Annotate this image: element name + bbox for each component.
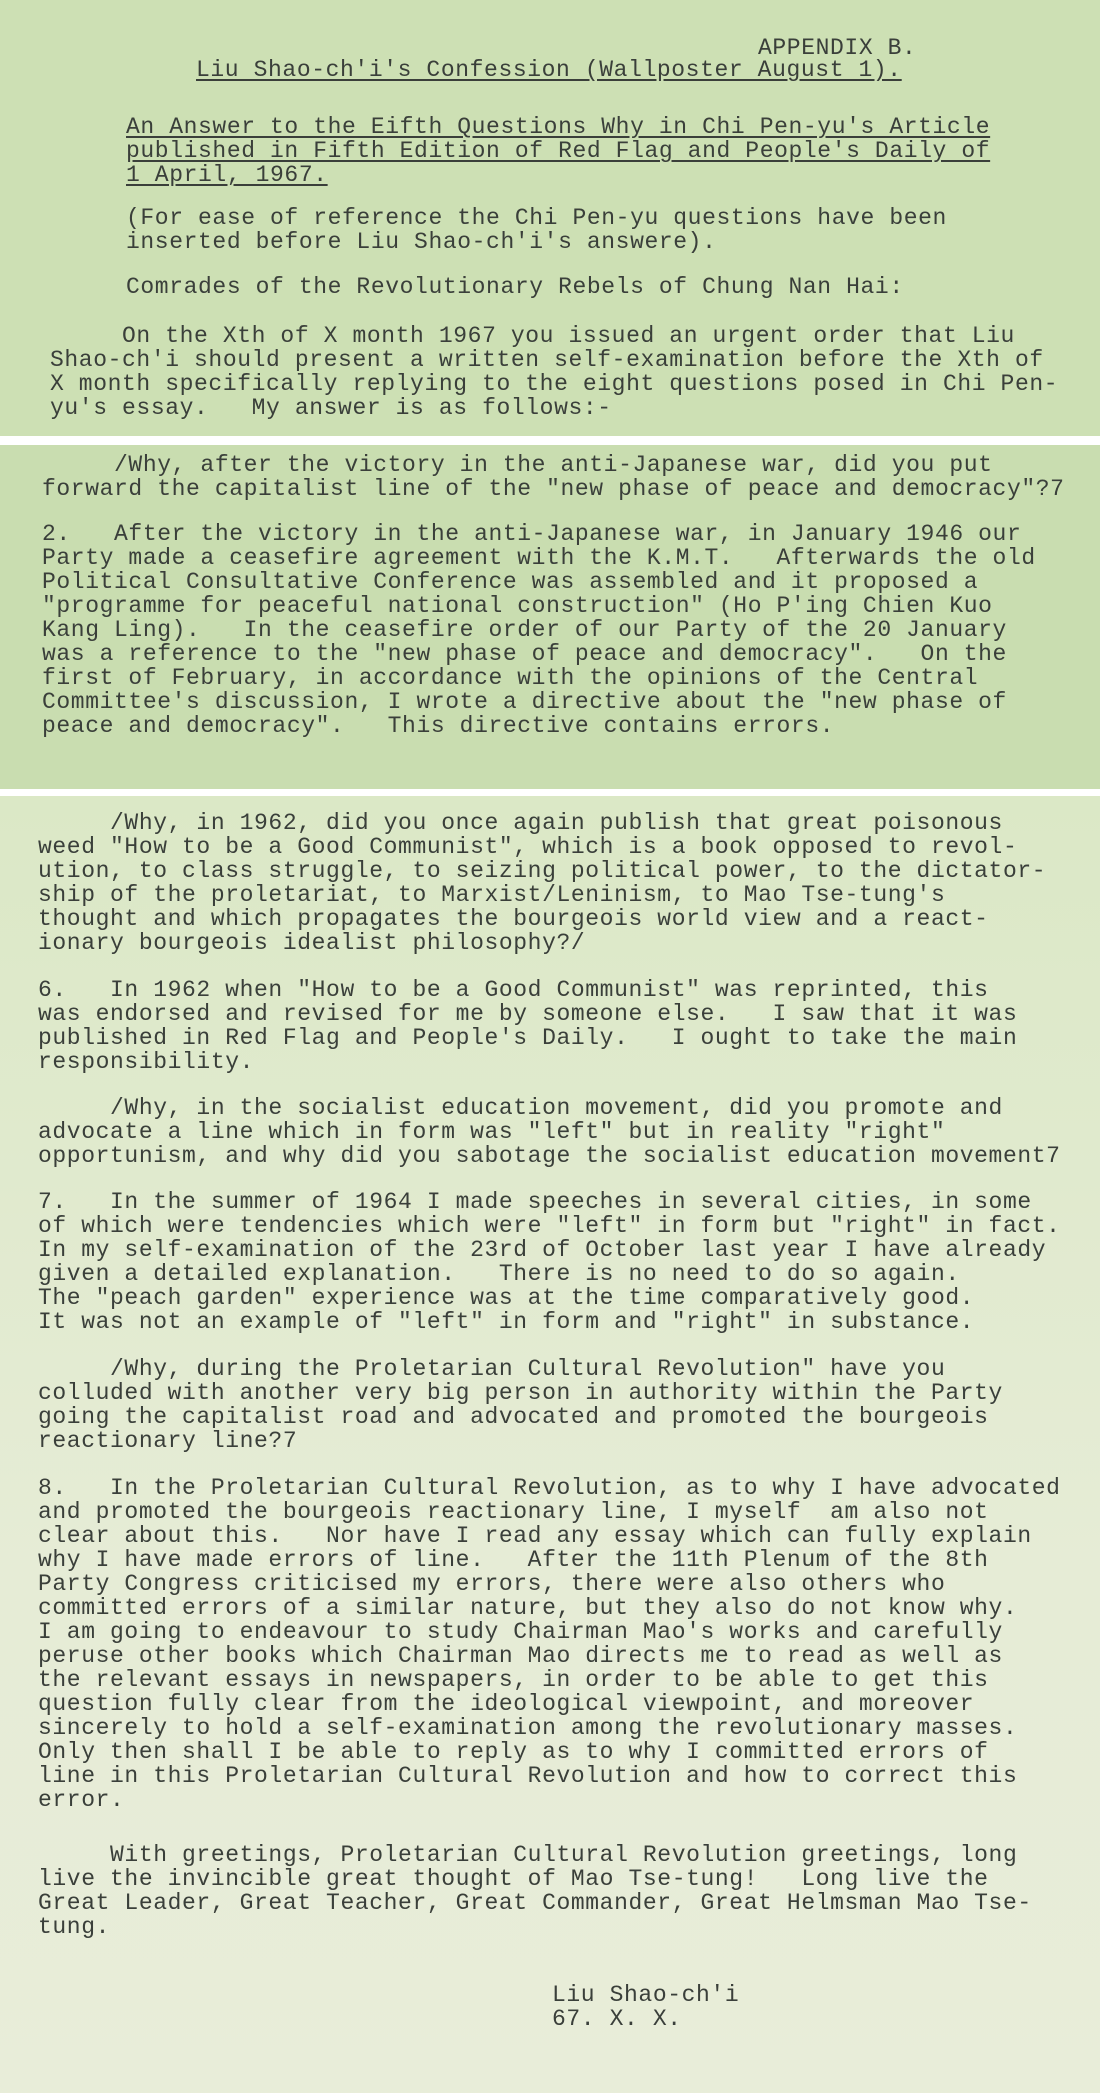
closing-line: live the invincible great thought of Mao Tse-tung! Long live the [38,1866,989,1892]
answer-line: question fully clear from the ideological viewpoint, and moreover [38,1691,975,1717]
answer-line: 6. In 1962 when "How to be a Good Communist" was reprinted, this [38,977,989,1003]
answer-line: The "peach garden" experience was at the time comparatively good. [38,1285,975,1311]
answer-line: In my self-examination of the 23rd of October last year I have already [38,1237,1047,1263]
answer-line: clear about this. Nor have I read any essay which can fully explain [38,1523,1032,1549]
answer-line: the relevant essays in newspapers, in order to be able to get this [38,1667,989,1693]
answer-line: committed errors of a similar nature, but they also do not know why. [38,1595,1018,1621]
answer-line: and promoted the bourgeois reactionary line, I myself am also not [38,1499,989,1525]
question-line: forward the capitalist line of the "new phase of peace and democracy"?7 [42,476,1065,502]
answer-line: Party Congress criticised my errors, there were also others who [38,1571,946,1597]
question-line: going the capitalist road and advocated and promoted the bourgeois [38,1404,989,1430]
answer-line: 8. In the Proletarian Cultural Revolution, as to why I have advocated [38,1475,1061,1501]
answer-line: responsibility. [38,1049,255,1075]
signature-date: 67. X. X. [552,2006,682,2032]
page-strip-2 [0,445,1100,789]
answer-line: of which were tendencies which were "left" in form but "right" in fact. [38,1213,1061,1239]
answer-line: It was not an example of "left" in form and "right" in substance. [38,1309,975,1335]
question-line: /Why, during the Proletarian Cultural Revolution" have you [38,1356,946,1382]
intro-heading-line: published in Fifth Edition of Red Flag and People's Daily of [126,138,991,164]
closing-line: Great Leader, Great Teacher, Great Commander, Great Helmsman Mao Tse- [38,1890,1032,1916]
question-line: advocate a line which in form was "left" but in reality "right" [38,1119,946,1145]
question-line: opportunism, and why did you sabotage the socialist education movement7 [38,1143,1061,1169]
intro-heading-line: An Answer to the Eifth Questions Why in Chi Pen-yu's Article [126,114,991,140]
question-line: thought and which propagates the bourgeois world view and a react- [38,906,989,932]
signature: Liu Shao-ch'i [552,1982,740,2008]
answer-line: Committee's discussion, I wrote a directive about the "new phase of [42,689,1007,715]
opening-line: X month specifically replying to the eight questions posed in Chi Pen- [50,371,1059,397]
question-line: /Why, in 1962, did you once again publish that great poisonous [38,810,1003,836]
page-strip-1 [0,0,1100,436]
intro-note-line: inserted before Liu Shao-ch'i's answere). [126,229,717,255]
opening-line: Shao-ch'i should present a written self-examination before the Xth of [50,347,1044,373]
answer-line: given a detailed explanation. There is no need to do so again. [38,1261,960,1287]
answer-line: error. [38,1787,125,1813]
question-line: /Why, after the victory in the anti-Japanese war, did you put [42,452,993,478]
question-line: colluded with another very big person in authority within the Party [38,1380,1003,1406]
opening-line: yu's essay. My answer is as follows:- [50,395,612,421]
answer-line: Only then shall I be able to reply as to why I committed errors of [38,1739,989,1765]
answer-line: Party made a ceasefire agreement with the K.M.T. Afterwards the old [42,545,1036,571]
page-strip-3 [0,796,1100,2093]
answer-line: 2. After the victory in the anti-Japanese war, in January 1946 our [42,521,1022,547]
question-line: ution, to class struggle, to seizing political power, to the dictator- [38,858,1047,884]
question-line: ship of the proletariat, to Marxist/Leninism, to Mao Tse-tung's [38,882,946,908]
answer-line: was a reference to the "new phase of peace and democracy". On the [42,641,1007,667]
question-line: weed "How to be a Good Communist", which is a book opposed to revol- [38,834,1018,860]
answer-line: why I have made errors of line. After the 11th Plenum of the 8th [38,1547,989,1573]
answer-line: 7. In the summer of 1964 I made speeches in several cities, in some [38,1189,1032,1215]
answer-line: was endorsed and revised for me by someone else. I saw that it was [38,1001,1018,1027]
answer-line: first of February, in accordance with the opinions of the Central [42,665,979,691]
closing-line: tung. [38,1914,111,1940]
answer-line: "programme for peaceful national construction" (Ho P'ing Chien Kuo [42,593,993,619]
salutation: Comrades of the Revolutionary Rebels of Chung Nan Hai: [126,274,904,300]
question-line: /Why, in the socialist education movement, did you promote and [38,1095,1003,1121]
answer-line: peruse other books which Chairman Mao directs me to read as well as [38,1643,1003,1669]
answer-line: I am going to endeavour to study Chairman Mao's works and carefully [38,1619,1003,1645]
intro-heading-line: 1 April, 1967. [126,162,328,188]
appendix-label: APPENDIX B. [758,35,917,61]
closing-line: With greetings, Proletarian Cultural Revolution greetings, long [38,1842,1018,1868]
opening-line: On the Xth of X month 1967 you issued an urgent order that Liu [50,323,1015,349]
answer-line: Political Consultative Conference was assembled and it proposed a [42,569,979,595]
question-line: ionary bourgeois idealist philosophy?/ [38,930,586,956]
intro-note-line: (For ease of reference the Chi Pen-yu questions have been [126,205,947,231]
question-line: reactionary line?7 [38,1428,298,1454]
answer-line: published in Red Flag and People's Daily. I ought to take the main [38,1025,1018,1051]
answer-line: peace and democracy". This directive contains errors. [42,713,835,739]
answer-line: sincerely to hold a self-examination among the revolutionary masses. [38,1715,1018,1741]
document-title: Liu Shao-ch'i's Confession (Wallposter August 1). [196,57,902,83]
answer-line: line in this Proletarian Cultural Revolution and how to correct this [38,1763,1018,1789]
answer-line: Kang Ling). In the ceasefire order of our Party of the 20 January [42,617,1007,643]
